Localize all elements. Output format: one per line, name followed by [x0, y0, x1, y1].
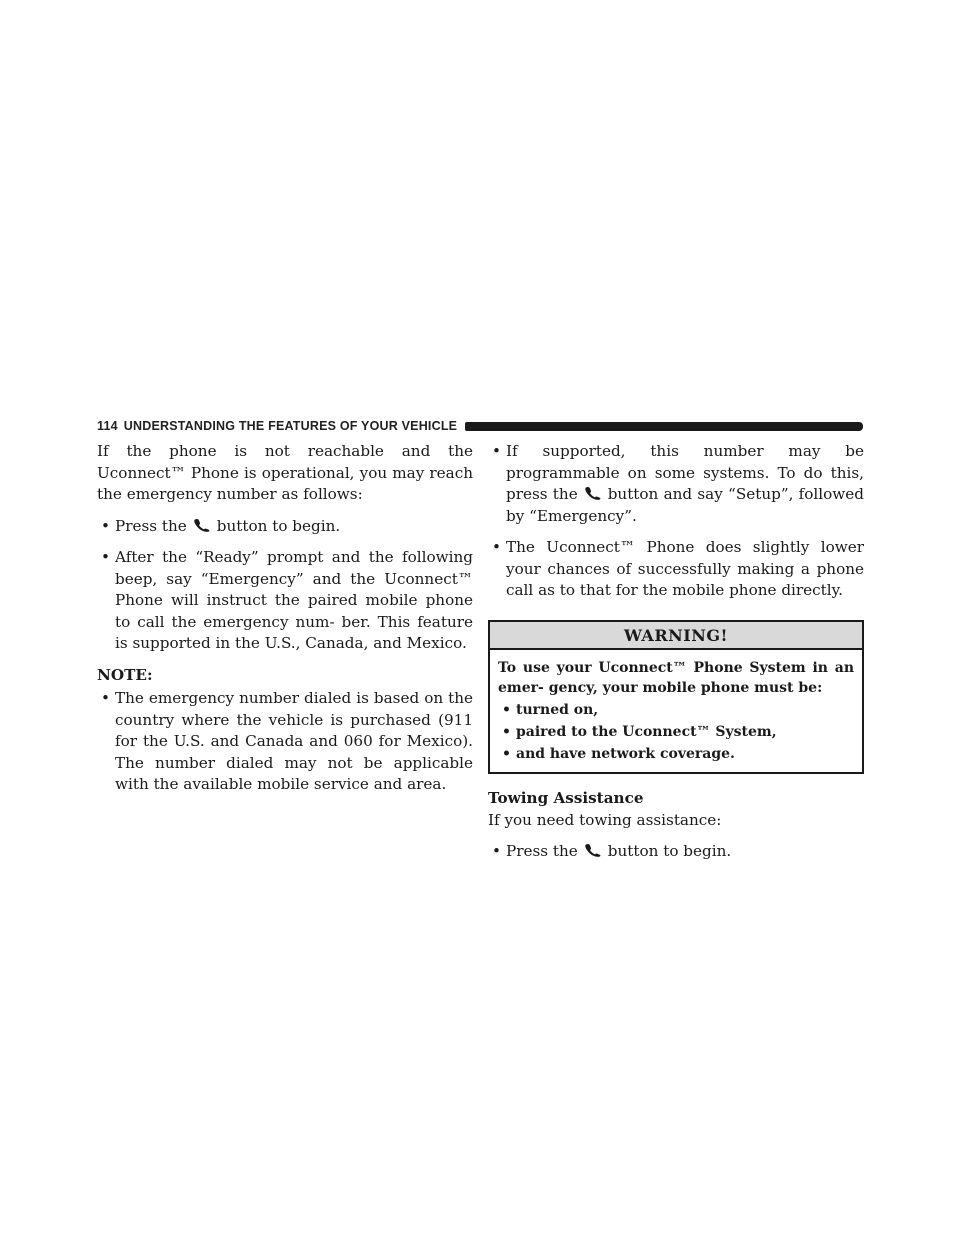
bullet-text: Press the: [506, 842, 578, 860]
right-column: [488, 441, 864, 873]
bullet-dot: •: [101, 516, 110, 535]
bullet-dot: •: [502, 746, 511, 762]
warning-box: [488, 620, 864, 775]
bullet-dot: •: [101, 548, 110, 566]
warning-body: [490, 650, 862, 772]
warning-item: • turned on,: [498, 700, 854, 720]
list-item: [488, 537, 864, 602]
list-item: [97, 688, 473, 796]
bullet-text: Press the: [115, 516, 187, 535]
header-rule: [465, 422, 863, 431]
note-heading: NOTE:: [97, 665, 153, 684]
intro-paragraph: If the phone is not reachable and the Uconnect™ Phone is operational, you may reach the emergency number as follows:: [97, 442, 473, 503]
note-text: The emergency number dialed is based on the country where the vehicle is purchased (911 for the U.S. and Canada and 060 for Mexico). The number dialed may not be applicable with the available mobile service and area.: [115, 689, 473, 793]
phone-icon: [584, 843, 604, 857]
bullet-dot: •: [492, 538, 501, 556]
bullet-text-end: button and say “Setup”, followed by “Emergency”.: [506, 485, 864, 525]
list-item: [97, 516, 473, 538]
warning-item: • and have network coverage.: [498, 744, 854, 764]
bullet-dot: •: [492, 442, 501, 460]
bullet-text-end: button to begin.: [607, 842, 732, 860]
warning-intro: To use your Uconnect™ Phone System in an emer- gency, your mobile phone must be:: [498, 660, 854, 696]
header-title: UNDERSTANDING THE FEATURES OF YOUR VEHICLE: [123, 419, 458, 433]
list-item: [97, 547, 473, 655]
bullet-text: After the “Ready” prompt and the following beep, say “Emergency” and the Uconnect™ Phone will instruct the paired mobile phone to call the emergency num- ber. This feature is supported in the U.S., Canada, and Mexico.: [115, 548, 473, 652]
list-item: [488, 441, 864, 527]
list-item: [488, 841, 864, 863]
page-header: [97, 417, 863, 435]
towing-heading: Towing Assistance: [488, 789, 644, 807]
phone-icon: [584, 486, 604, 500]
left-column: [97, 441, 473, 806]
towing-intro: If you need towing assistance:: [488, 810, 722, 829]
bullet-text: The Uconnect™ Phone does slightly lower your chances of successfully making a phone call as to that for the mobile phone directly.: [506, 538, 864, 599]
phone-icon: [193, 518, 213, 532]
bullet-dot: •: [492, 842, 501, 860]
bullet-dot: •: [101, 689, 110, 707]
bullet-text: If supported, this number may be programmable on some systems. To do this, press the: [506, 442, 864, 503]
warning-item: • paired to the Uconnect™ System,: [498, 722, 854, 742]
bullet-text-end: button to begin.: [216, 516, 341, 535]
bullet-dot: •: [502, 702, 511, 718]
warning-title: WARNING!: [490, 622, 862, 651]
page-number: 114: [97, 419, 118, 433]
bullet-dot: •: [502, 724, 511, 740]
